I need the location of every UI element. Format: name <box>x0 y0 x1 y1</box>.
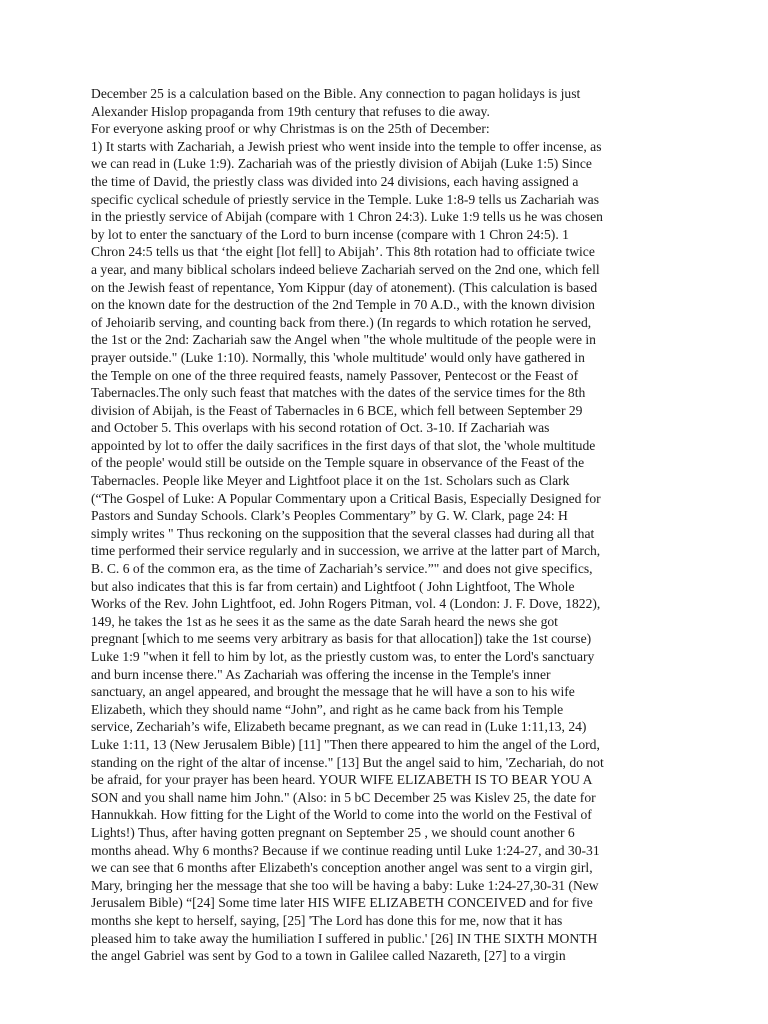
text-line: and October 5. This overlaps with his second rotation of Oct. 3-10. If Zachariah was <box>91 420 550 436</box>
text-line: Tabernacles. People like Meyer and Lightfoot place it on the 1st. Scholars such as Clark <box>91 473 570 489</box>
text-line: by lot to enter the sanctuary of the Lord to burn incense (compare with 1 Chron 24:5). 1 <box>91 226 569 242</box>
text-line: Luke 1:11, 13 (New Jerusalem Bible) [11] "Then there appeared to him the angel of the Lord, <box>91 736 600 752</box>
text-line: appointed by lot to offer the daily sacrifices in the first days of that slot, the 'whole multitude <box>91 437 596 453</box>
text-line: we can see that 6 months after Elizabeth's conception another angel was sent to a virgin girl, <box>91 860 593 876</box>
text-line: Alexander Hislop propaganda from 19th century that refuses to die away. <box>91 103 490 119</box>
text-line: the time of David, the priestly class was divided into 24 divisions, each having assigned a <box>91 173 579 189</box>
text-line: Jerusalem Bible) “[24] Some time later HIS WIFE ELIZABETH CONCEIVED and for five <box>91 895 593 911</box>
text-line: prayer outside." (Luke 1:10). Normally, this 'whole multitude' would only have gathered in <box>91 349 585 365</box>
text-line: the angel Gabriel was sent by God to a town in Galilee called Nazareth, [27] to a virgin <box>91 948 566 964</box>
text-line: specific cyclical schedule of priestly service in the Temple. Luke 1:8-9 tells us Zachariah was <box>91 191 599 207</box>
text-line: For everyone asking proof or why Christmas is on the 25th of December: <box>91 121 490 137</box>
text-line: of the people' would still be outside on the Temple square in observance of the Feast of the <box>91 455 585 471</box>
text-line: a year, and many biblical scholars indeed believe Zachariah served on the 2nd one, which fell <box>91 261 600 277</box>
text-line: (“The Gospel of Luke: A Popular Commentary upon a Critical Basis, Especially Designed for <box>91 490 601 506</box>
text-line: but also indicates that this is far from certain) and Lightfoot ( John Lightfoot, The Whole <box>91 578 575 594</box>
text-line: sanctuary, an angel appeared, and brought the message that he will have a son to his wife <box>91 684 575 700</box>
text-line: division of Abijah, is the Feast of Tabernacles in 6 BCE, which fell between September 29 <box>91 402 583 418</box>
text-line: Lights!) Thus, after having gotten pregnant on September 25 , we should count another 6 <box>91 824 575 840</box>
text-line: and burn incense there." As Zachariah was offering the incense in the Temple's inner <box>91 666 551 682</box>
text-line: 1) It starts with Zachariah, a Jewish priest who went inside into the temple to offer incense, as <box>91 138 602 154</box>
text-line: of Jehoiarib serving, and counting back from there.) (In regards to which rotation he served, <box>91 314 592 330</box>
text-line: Elizabeth, which they should name “John”, and right as he came back from his Temple <box>91 701 564 717</box>
text-line: standing on the right of the altar of incense." [13] But the angel said to him, 'Zechariah, do not <box>91 754 604 770</box>
text-line: B. C. 6 of the common era, as the time of Zachariah’s service.”" and does not give specifics, <box>91 561 593 577</box>
body-text <box>91 85 681 965</box>
text-line: Luke 1:9 "when it fell to him by lot, as the priestly custom was, to enter the Lord's sanctuary <box>91 649 595 664</box>
text-line: 149, he takes the 1st as he sees it as the same as the date Sarah heard the news she got <box>91 613 558 629</box>
text-line: service, Zechariah’s wife, Elizabeth became pregnant, as we can read in (Luke 1:11,13, 24) <box>91 719 587 735</box>
text-line: Chron 24:5 tells us that ‘the eight [lot fell] to Abijah’. This 8th rotation had to officiate twice <box>91 244 595 260</box>
text-line: December 25 is a calculation based on the Bible. Any connection to pagan holidays is just <box>91 86 581 101</box>
text-line: Pastors and Sunday Schools. Clark’s Peoples Commentary” by G. W. Clark, page 24: H <box>91 508 568 524</box>
text-line: we can read in (Luke 1:9). Zachariah was of the priestly division of Abijah (Luke 1:5) Since <box>91 156 592 172</box>
text-line: pregnant [which to me seems very arbitrary as basis for that allocation]) take the 1st course) <box>91 631 592 647</box>
text-line: be afraid, for your prayer has been heard. YOUR WIFE ELIZABETH IS TO BEAR YOU A <box>91 772 593 788</box>
text-line: pleased him to take away the humiliation I suffered in public.' [26] IN THE SIXTH MONTH <box>91 930 598 946</box>
text-line: time performed their service regularly and in succession, we arrive at the latter part of March, <box>91 543 601 559</box>
text-line: on the known date for the destruction of the 2nd Temple in 70 A.D., with the known division <box>91 297 595 313</box>
text-line: Tabernacles.The only such feast that matches with the dates of the service times for the 8th <box>91 385 586 401</box>
text-line: Hannukkah. How fitting for the Light of the World to come into the world on the Festival of <box>91 807 592 823</box>
text-line: in the priestly service of Abijah (compare with 1 Chron 24:3). Luke 1:9 tells us he was chosen <box>91 209 603 225</box>
text-line: the Temple on one of the three required feasts, namely Passover, Pentecost or the Feast of <box>91 367 579 383</box>
text-line: the 1st or the 2nd: Zachariah saw the Angel when "the whole multitude of the people were in <box>91 332 596 348</box>
text-line: months ahead. Why 6 months? Because if we continue reading until Luke 1:24-27, and 30-31 <box>91 842 600 858</box>
text-line: SON and you shall name him John." (Also: in 5 bC December 25 was Kislev 25, the date for <box>91 789 596 805</box>
text-line: months she kept to herself, saying, [25] 'The Lord has done this for me, now that it has <box>91 912 563 928</box>
text-line: simply writes " Thus reckoning on the supposition that the several classes had during all that <box>91 525 595 541</box>
text-line: Works of the Rev. John Lightfoot, ed. John Rogers Pitman, vol. 4 (London: J. F. Dove, 1822), <box>91 596 601 612</box>
text-line: Mary, bringing her the message that she too will be having a baby: Luke 1:24-27,30-31 (New <box>91 877 599 893</box>
text-line: on the Jewish feast of repentance, Yom Kippur (day of atonement). (This calculation is based <box>91 279 598 295</box>
